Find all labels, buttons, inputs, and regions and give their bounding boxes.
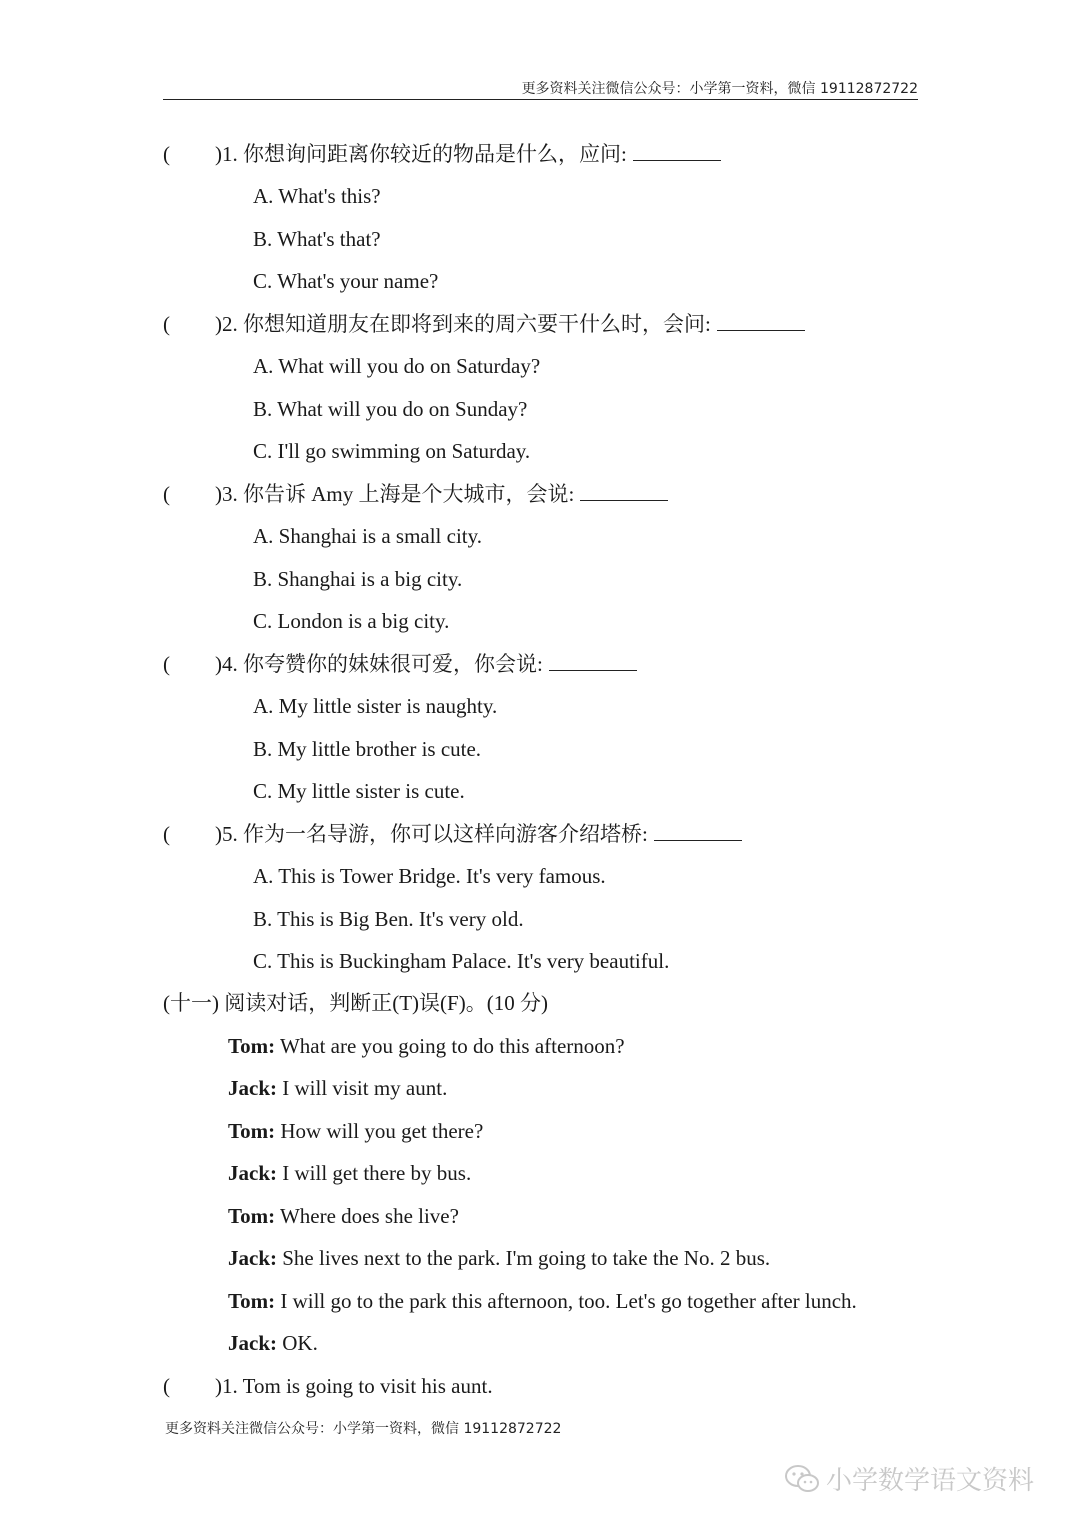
- answer-paren[interactable]: (: [163, 482, 170, 506]
- speaker: Tom:: [228, 1289, 276, 1313]
- speaker: Tom:: [228, 1034, 276, 1058]
- question-number: )5.: [215, 822, 238, 846]
- question-text: 你想知道朋友在即将到来的周六要干什么时，会问:: [243, 312, 711, 336]
- answer-paren[interactable]: (: [163, 142, 170, 166]
- option-b: B. My little brother is cute.: [253, 737, 482, 761]
- question-5: [163, 821, 742, 847]
- utterance: OK.: [277, 1331, 318, 1355]
- option-b: B. What will you do on Sunday?: [253, 397, 528, 421]
- option-c: C. This is Buckingham Palace. It's very beautiful.: [253, 949, 670, 973]
- option-b: B. What's that?: [253, 227, 381, 251]
- question-1: [163, 141, 721, 167]
- answer-blank[interactable]: [580, 482, 668, 501]
- watermark-text: 小学数学语文资料: [826, 1466, 1035, 1496]
- option-c: C. What's your name?: [253, 269, 439, 293]
- dialogue-line: [228, 1033, 625, 1059]
- answer-paren[interactable]: (: [163, 312, 170, 336]
- answer-blank[interactable]: [633, 142, 721, 161]
- watermark: [784, 1460, 1034, 1497]
- answer-paren[interactable]: (: [163, 822, 170, 846]
- utterance: I will get there by bus.: [277, 1161, 472, 1185]
- option-a: A. This is Tower Bridge. It's very famous.: [253, 864, 606, 888]
- section-title: (十一) 阅读对话，判断正(T)误(F)。(10 分): [163, 991, 548, 1015]
- dialogue-line: [228, 1330, 318, 1356]
- question-3: [163, 481, 668, 507]
- answer-blank[interactable]: [654, 822, 742, 841]
- question-number: )3.: [215, 482, 238, 506]
- option-c: C. London is a big city.: [253, 609, 450, 633]
- judge-question-1: [163, 1373, 493, 1399]
- dialogue-line: [228, 1118, 483, 1144]
- dialogue-line: [228, 1245, 770, 1271]
- answer-blank[interactable]: [717, 312, 805, 331]
- option-b: B. Shanghai is a big city.: [253, 567, 463, 591]
- speaker: Jack:: [228, 1161, 277, 1185]
- dialogue-line: [228, 1203, 459, 1229]
- question-text: 你夸赞你的妹妹很可爱，你会说:: [243, 652, 543, 676]
- question-number: )4.: [215, 652, 238, 676]
- header-divider: [163, 99, 918, 100]
- option-a: A. Shanghai is a small city.: [253, 524, 483, 548]
- dialogue-line: [228, 1288, 857, 1314]
- utterance: How will you get there?: [275, 1119, 484, 1143]
- page-footer-text: 更多资料关注微信公众号：小学第一资料，微信 19112872722: [165, 1421, 562, 1437]
- question-number: )2.: [215, 312, 238, 336]
- speaker: Jack:: [228, 1076, 277, 1100]
- option-a: A. What will you do on Saturday?: [253, 354, 541, 378]
- wechat-icon: [784, 1464, 820, 1494]
- question-text: Tom is going to visit his aunt.: [237, 1374, 493, 1398]
- option-c: C. My little sister is cute.: [253, 779, 465, 803]
- answer-blank[interactable]: [549, 652, 637, 671]
- question-text: 你告诉 Amy 上海是个大城市，会说:: [243, 482, 575, 506]
- option-a: A. My little sister is naughty.: [253, 694, 498, 718]
- question-number: )1.: [215, 142, 238, 166]
- question-text: 你想询问距离你较近的物品是什么，应问:: [243, 142, 627, 166]
- utterance: Where does she live?: [275, 1204, 459, 1228]
- answer-paren[interactable]: (: [163, 1374, 170, 1398]
- question-2: [163, 311, 805, 337]
- speaker: Tom:: [228, 1119, 276, 1143]
- question-number: )1.: [215, 1374, 238, 1398]
- utterance: What are you going to do this afternoon?: [275, 1034, 625, 1058]
- speaker: Jack:: [228, 1246, 277, 1270]
- option-b: B. This is Big Ben. It's very old.: [253, 907, 524, 931]
- utterance: I will go to the park this afternoon, too. Let's go together after lunch.: [275, 1289, 857, 1313]
- answer-paren[interactable]: (: [163, 652, 170, 676]
- option-a: A. What's this?: [253, 184, 381, 208]
- option-c: C. I'll go swimming on Saturday.: [253, 439, 531, 463]
- question-4: [163, 651, 637, 677]
- question-text: 作为一名导游，你可以这样向游客介绍塔桥:: [243, 822, 648, 846]
- speaker: Tom:: [228, 1204, 276, 1228]
- dialogue-line: [228, 1160, 471, 1186]
- speaker: Jack:: [228, 1331, 277, 1355]
- dialogue-line: [228, 1075, 447, 1101]
- utterance: I will visit my aunt.: [277, 1076, 448, 1100]
- page-header-text: 更多资料关注微信公众号：小学第一资料，微信 19112872722: [521, 81, 918, 97]
- utterance: She lives next to the park. I'm going to take the No. 2 bus.: [277, 1246, 771, 1270]
